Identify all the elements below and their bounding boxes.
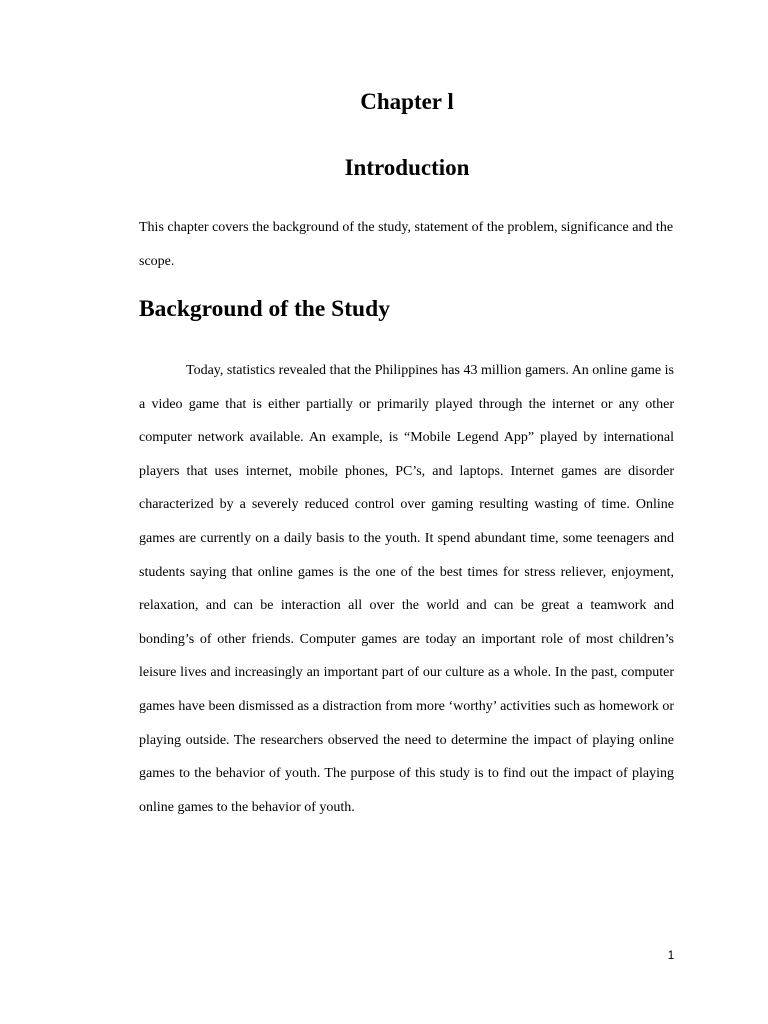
section-heading: Background of the Study [139, 296, 390, 322]
chapter-title: Chapter l [360, 89, 454, 114]
chapter-subtitle: Introduction [344, 155, 470, 180]
intro-paragraph: This chapter covers the background of the study, statement of the problem, significance and the scope. [139, 220, 674, 269]
body-paragraph: Today, statistics revealed that the Philippines has 43 million gamers. An online game is a video game that is either partially or primarily played through the internet or any other computer network available. An example, is “Mobile Legend App” played by international players that uses internet, mobile phones, PC’s, and laptops. Internet games are disorder characterized by a severely reduced control over gaming resulting wasting of time. Online games are currently on a daily basis to the youth. It spend abundant time, some teenagers and students saying that online games is the one of the best times for stress reliever, enjoyment, relaxation, and can be interaction all over the world and can be great a teamwork and bonding’s of other friends. Computer games are today an important role of most children’s leisure lives and increasingly an important part of our culture as a whole. In the past, computer games have been dismissed as a distraction from more ‘worthy’ activities such as homework or playing outside. The researchers observed the need to determine the impact of playing online games to the behavior of youth. The purpose of this study is to find out the impact of playing online games to the behavior of youth. [139, 363, 674, 815]
page-number: 1 [667, 948, 675, 962]
